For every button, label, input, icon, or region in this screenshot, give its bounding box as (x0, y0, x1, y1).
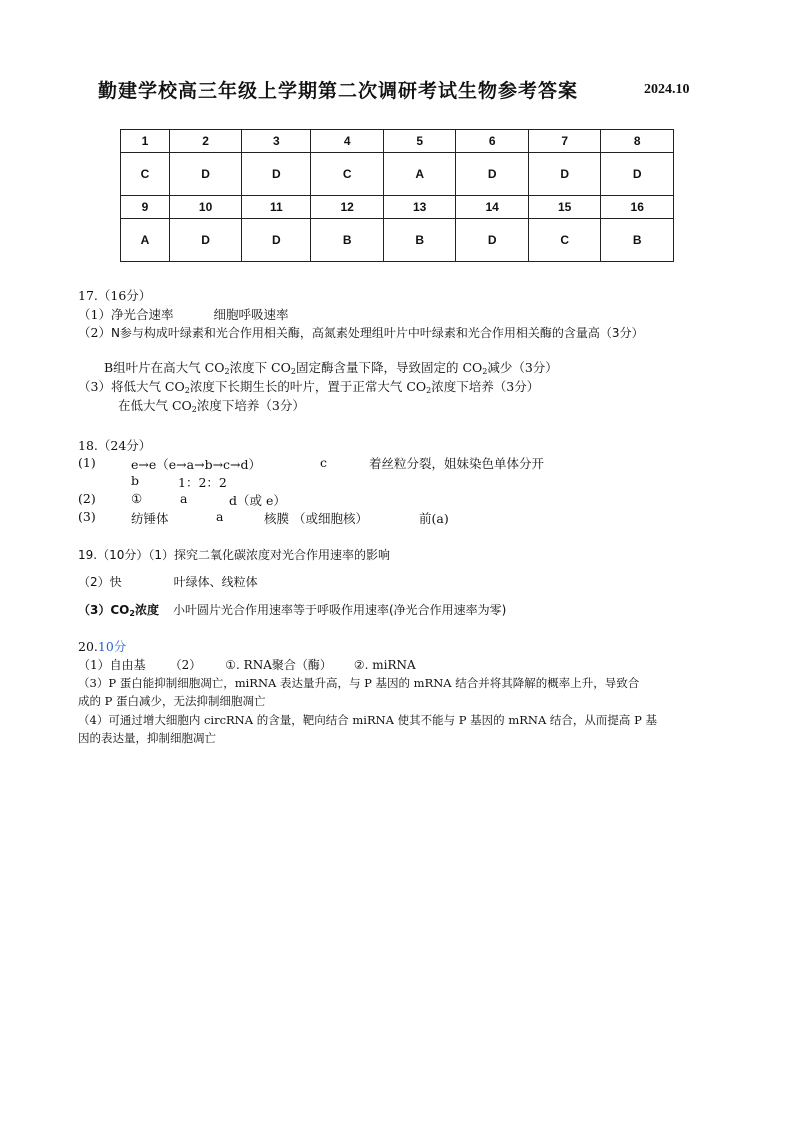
q17-line2-text-c: 固定酶含量下降，导致固定的 CO (295, 360, 483, 375)
question-number: 13 (383, 196, 456, 219)
q18-part2-label: (2) (78, 491, 96, 506)
q19-part1: 19.（10分）（1）探究二氧化碳浓度对光合作用速率的影响 (78, 548, 390, 562)
q18-part3-answer-c: 核膜 （或细胞核） (264, 511, 368, 526)
answer-letter: D (169, 153, 242, 196)
q20-part4-line2: 因的表达量，抑制细胞凋亡 (78, 731, 216, 745)
q20-part2-label: （2） (169, 658, 202, 672)
q18-part1-answer-b: c (320, 455, 328, 470)
question-number: 6 (456, 130, 529, 153)
answer-table (120, 129, 674, 262)
answer-number-row (121, 130, 674, 153)
q19-part2-answer-a: （2）快 (78, 575, 122, 589)
q18-part1-answer-c: 着丝粒分裂，姐妹染色单体分开 (369, 456, 545, 471)
question-number: 1 (121, 130, 170, 153)
q18-part1-label: (1) (78, 455, 96, 470)
q20-part3-line1: （3）P 蛋白能抑制细胞凋亡，miRNA 表达量升高，与 P 基因的 mRNA 结合并将其降解的概率上升，导致合 (78, 676, 640, 690)
q17-part3-text-c: 浓度下培养（3分） (431, 379, 540, 394)
q19-part3-answer-a2: 浓度 (134, 603, 159, 617)
q20-part1-answer: （1）自由基 (78, 658, 146, 672)
q17-part3-text-a: （3）将低大气 CO (78, 379, 185, 394)
answer-letter: D (242, 219, 311, 262)
q17-part1-answer-b: 细胞呼吸速率 (213, 307, 289, 322)
answer-letter: C (121, 153, 170, 196)
q18-heading: 18.（24分） (78, 438, 152, 453)
q20-part2-answer-a: ①. RNA聚合（酶） (225, 658, 332, 672)
q17-part3-line2-a: 在低大气 CO (118, 398, 192, 413)
answer-letter: A (383, 153, 456, 196)
q17-part2 (78, 323, 644, 341)
answer-letter: D (601, 153, 674, 196)
answer-letter: D (242, 153, 311, 196)
answer-number-row (121, 196, 674, 219)
q19-part3: $(3)CO_2$浓度 小叶圆片光合作用速率等于呼吸作用速率(净光合作用速率为零) (78, 603, 507, 618)
q17-part3-text-b: 浓度下长期生长的叶片，置于正常大气 CO (189, 379, 427, 394)
q20-part3-line2: 成的 P 蛋白减少，无法抑制细胞凋亡 (78, 694, 266, 708)
q18-part2-answer-b: a (180, 491, 188, 506)
q20-part2-answer-b: ②. miRNA (353, 658, 416, 672)
answer-letter: D (528, 153, 601, 196)
exam-date: 2024.10 (644, 82, 690, 97)
answer-letter: C (528, 219, 601, 262)
question-number: 12 (311, 196, 384, 219)
q20-part4-line1: （4）可通过增大细胞内 circRNA 的含量，靶向结合 miRNA 使其不能与 P 基因的 mRNA 结合，从而提高 P 基 (78, 713, 657, 727)
q17-part2-label: （2） (78, 325, 111, 340)
page-title: 勤建学校高三年级上学期第二次调研考试生物参考答案 (98, 80, 579, 102)
question-number: 14 (456, 196, 529, 219)
q17-heading: 17.（16分） (78, 288, 152, 303)
q18-part3-label: (3) (78, 509, 96, 524)
q17-line2-text-a: B组叶片在高大气 CO (104, 360, 225, 375)
q17-part1-answer-a: （1）净光合速率 (78, 307, 174, 322)
question-number: 9 (121, 196, 170, 219)
q17-line2-text-d: 减少（3分） (487, 360, 558, 375)
question-number: 11 (242, 196, 311, 219)
question-number: 10 (169, 196, 242, 219)
q18-part2-answer-a: ① (131, 491, 143, 506)
q17-line2-text-b: 浓度下 CO (229, 360, 291, 375)
answer-letter-row (121, 153, 674, 196)
answer-letter: B (311, 219, 384, 262)
q20-part1-2 (78, 656, 416, 673)
q18-part3-answer-d: 前(a) (419, 511, 449, 526)
q18-part1-answer-e: 1：2：2 (178, 475, 227, 490)
question-number: 5 (383, 130, 456, 153)
q19-part3-answer-a: （3）CO (78, 603, 130, 617)
answer-letter: D (456, 219, 529, 262)
answer-letter: D (456, 153, 529, 196)
answer-letter-row (121, 219, 674, 262)
q17-part3: （3）将低大气 $CO_2$浓度下长期生长的叶片，置于正常大气 $CO_2$浓度下培养（3分） (78, 379, 540, 395)
answer-letter: B (601, 219, 674, 262)
q17-part3-line2-b: 浓度下培养（3分） (196, 398, 305, 413)
q18-part1-answer-a: e→e（e→a→b→c→d） (131, 457, 262, 472)
q20-heading: 20.10分 (78, 639, 127, 654)
q17-part2-answer: N参与构成叶绿素和光合作用相关酶，高氮素处理组叶片中叶绿素和光合作用相关酶的含量高（3分） (110, 326, 644, 340)
question-number: 16 (601, 196, 674, 219)
q18-part2-answer-c: d（或 e） (229, 493, 286, 508)
question-number: 8 (601, 130, 674, 153)
q19-part2-answer-b: 叶绿体、线粒体 (173, 575, 258, 589)
q18-part1-answer-d: b (131, 473, 140, 488)
q17-part3-line2: 在低大气 $CO_2$浓度下培养（3分） (118, 398, 305, 414)
answer-letter: B (383, 219, 456, 262)
question-number: 3 (242, 130, 311, 153)
q19-part3-answer-b: 小叶圆片光合作用速率等于呼吸作用速率(净光合作用速率为零) (172, 603, 507, 617)
question-number: 15 (528, 196, 601, 219)
q17-part1 (78, 305, 288, 323)
q18-part3-answer-b: a (216, 509, 224, 524)
question-number: 7 (528, 130, 601, 153)
q19-part2 (78, 573, 258, 590)
q17-part2-line2: B组叶片在高大气 $CO_2$浓度下 $CO_2$固定酶含量下降，导致固定的 $CO_2$减少（3分） (104, 360, 558, 376)
question-number: 2 (169, 130, 242, 153)
answer-letter: C (311, 153, 384, 196)
q18-part3-answer-a: 纺锤体 (131, 511, 169, 526)
question-number: 4 (311, 130, 384, 153)
answer-letter: D (169, 219, 242, 262)
answer-letter: A (121, 219, 170, 262)
